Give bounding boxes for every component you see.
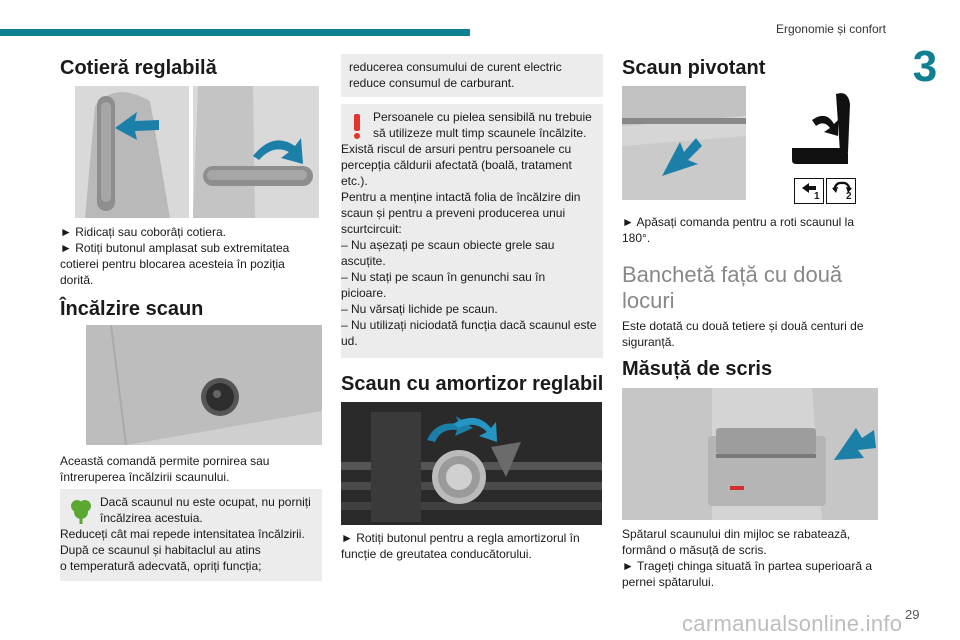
- bench-title: Banchetă față cu două locuri: [622, 262, 843, 313]
- swivel-title: Scaun pivotant: [622, 57, 766, 79]
- page-number: 29: [905, 607, 920, 622]
- warning-body: Există riscul de arsuri pentru persoanele cu percepția căldurii afectată (boală, tratament etc.).: [341, 142, 572, 188]
- desk-step: ► Trageți chinga situată în partea superioară a pernei spătarului.: [622, 559, 873, 589]
- armrest-image-right: [193, 86, 319, 218]
- desk-title: Măsuță de scris: [622, 358, 773, 380]
- swivel-control-1-icon: [794, 178, 824, 204]
- heating-button-image: [86, 325, 322, 445]
- watermark: carmanualsonline.info: [682, 611, 903, 636]
- eco-leaf-icon: [67, 497, 95, 525]
- warning-line-2: să utilizeze mult timp scaunele încălzite.: [373, 126, 587, 140]
- warning-line-1: Persoanele cu pielea sensibilă nu trebuie: [373, 110, 592, 124]
- suspension-knob-image: [341, 402, 602, 525]
- warning-exclamation-icon: [352, 114, 362, 140]
- swivel-step: ► Apăsați comanda pentru a roti scaunul la 180°.: [622, 215, 855, 245]
- armrest-title: Cotieră reglabilă: [60, 57, 217, 79]
- eco-note-line-3: Reduceți cât mai repede intensitatea încălzirii.: [60, 527, 305, 541]
- chapter-number: 3: [912, 42, 938, 91]
- warning-item-1: – Nu așezați pe scaun obiecte grele sau ascuțite.: [341, 238, 555, 268]
- bench-description: Este dotată cu două tetiere și două centuri de siguranță.: [622, 319, 864, 349]
- eco-note-line-5: o temperatură adecvată, opriți funcția;: [60, 559, 262, 573]
- swivel-label-2: 2: [846, 191, 852, 202]
- eco-note-line-1: Dacă scaunul nu este ocupat, nu porniți: [100, 495, 311, 509]
- swivel-label-1: 1: [814, 191, 820, 202]
- armrest-step-2: ► Rotiți butonul amplasat sub extremitatea cotierei pentru blocarea acesteia în poziția dorită.: [60, 241, 290, 287]
- eco-note-continued-box: [341, 54, 603, 97]
- swivel-arrow-icon: [812, 116, 838, 136]
- swivel-control-2-icon: [826, 178, 856, 204]
- swivel-seat-image: [622, 86, 746, 200]
- suspension-title: Scaun cu amortizor reglabil: [341, 373, 604, 395]
- warning-item-3: – Nu vărsați lichide pe scaun.: [341, 302, 498, 316]
- eco-note-box: [60, 489, 322, 581]
- warning-body-2: Pentru a menține intactă folia de încălzire din scaun și pentru a preveni producerea unui scurtcircuit:: [341, 190, 581, 236]
- heating-title: Încălzire scaun: [60, 298, 204, 320]
- eco-note-continued: reducerea consumului de curent electric reduce consumul de carburant.: [349, 60, 562, 90]
- armrest-image-left: [75, 86, 189, 218]
- header-accent-bar: [0, 29, 470, 36]
- warning-item-4: – Nu utilizați niciodată funcția dacă scaunul este ud.: [341, 318, 597, 348]
- seat-pictogram-icon: [790, 90, 860, 176]
- desk-description: Spătarul scaunului din mijloc se rabatează, formând o măsuță de scris.: [622, 527, 851, 557]
- warning-item-2: – Nu stați pe scaun în genunchi sau în picioare.: [341, 270, 546, 300]
- heating-description: Această comandă permite pornirea sau întreruperea încălzirii scaunului.: [60, 454, 270, 484]
- section-title: Ergonomie și confort: [775, 22, 886, 36]
- suspension-step: ► Rotiți butonul pentru a regla amortizorul în funcție de greutatea conducătorului.: [341, 531, 580, 561]
- warning-box: [341, 104, 603, 358]
- armrest-step-1: ► Ridicați sau coborâți cotiera.: [60, 225, 226, 239]
- desk-image: [622, 388, 878, 520]
- eco-note-line-2: încălzirea acestuia.: [100, 511, 203, 525]
- eco-note-line-4: După ce scaunul și habitaclul au atins: [60, 543, 261, 557]
